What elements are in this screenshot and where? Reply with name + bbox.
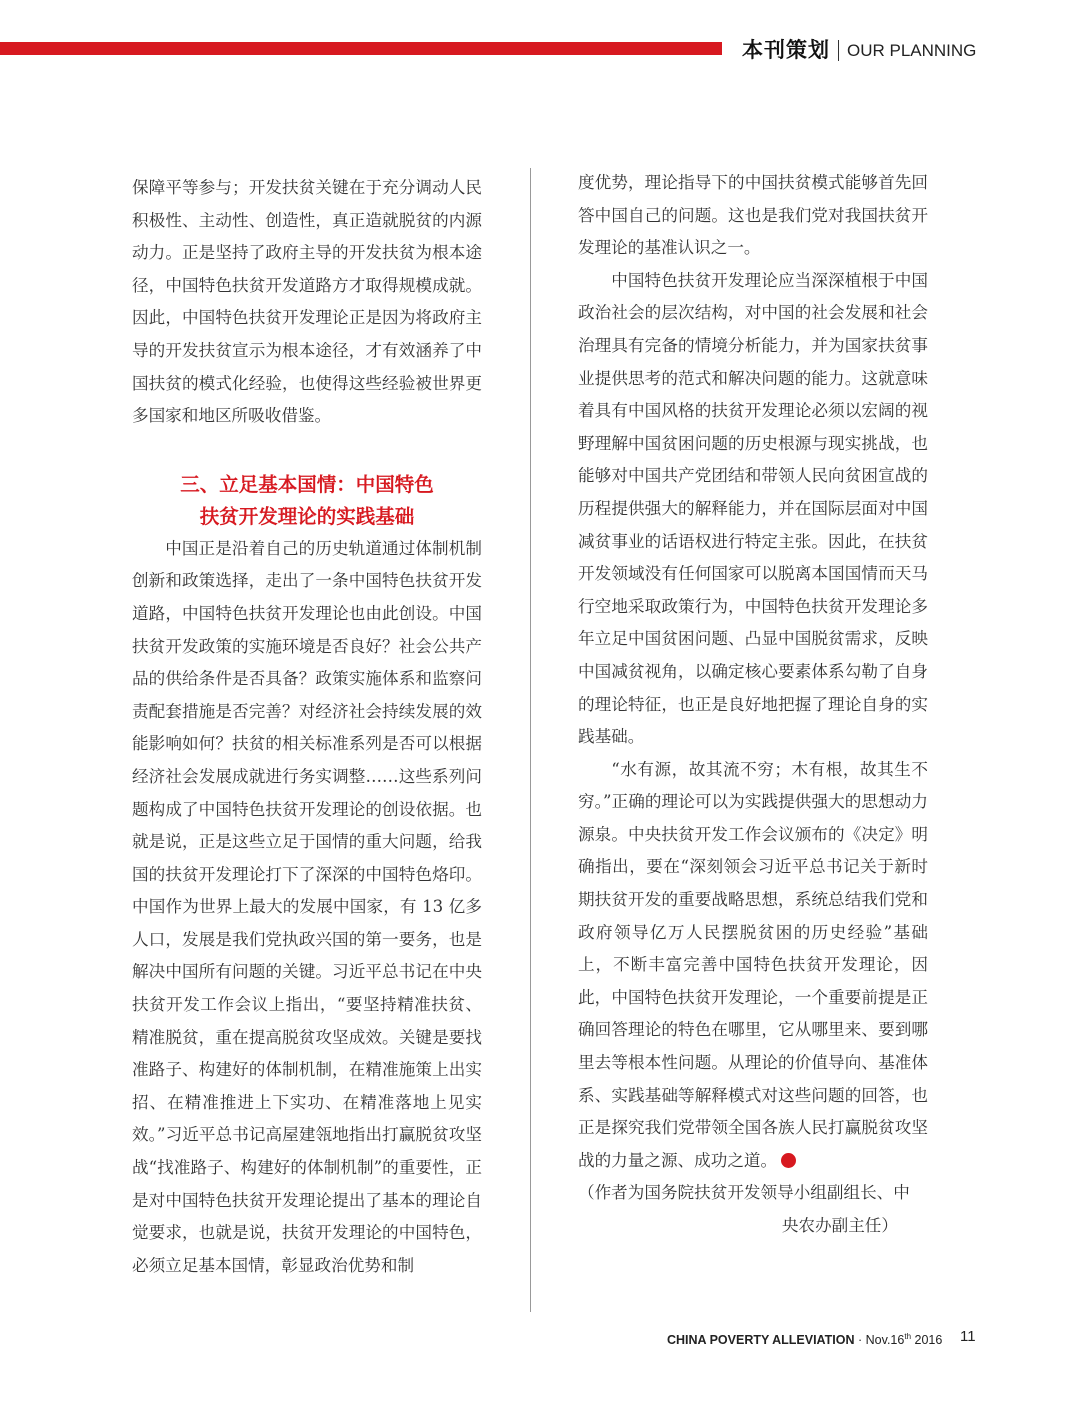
paragraph: 度优势，理论指导下的中国扶贫模式能够首先回答中国自己的问题。这也是我们党对我国扶贫开发理论的基准认识之一。 xyxy=(578,173,928,258)
author-note: 央农办副主任） xyxy=(781,1216,898,1235)
column-divider xyxy=(530,168,531,1312)
issue-date-suffix: th xyxy=(904,1332,912,1341)
right-column xyxy=(578,167,928,1243)
heading-line: 扶贫开发理论的实践基础 xyxy=(199,504,415,528)
paragraph: 中国特色扶贫开发理论应当深深植根于中国政治社会的层次结构，对中国的社会发展和社会治理具有完备的情境分析能力，并为国家扶贫事业提供思考的范式和解决问题的能力。这就意味着具有中国风格的扶贫开发理论必须以宏阔的视野理解中国贫困问题的历史根源与现实挑战，也能够对中国共产党团结和带领人民向贫困宣战的历程提供强大的解释能力，并在国际层面对中国减贫事业的话语权进行特定主张。因此，在扶贫开发领域没有任何国家可以脱离本国国情而天马行空地采取政策行为，中国特色扶贫开发理论多年立足中国贫困问题、凸显中国脱贫需求，反映中国减贫视角，以确定核心要素体系勾勒了自身的理论特征，也正是良好地把握了理论自身的实践基础。 xyxy=(578,270,928,747)
paragraph: 保障平等参与；开发扶贫关键在于充分调动人民积极性、主动性、创造性，真正造就脱贫的内源动力。正是坚持了政府主导的开发扶贫为根本途径，中国特色扶贫开发道路方才取得规模成就。因此，中国特色扶贫开发理论正是因为将政府主导的开发扶贫宣示为根本途径，才有效涵养了中国扶贫的模式化经验，也使得这些经验被世界更多国家和地区所吸收借鉴。 xyxy=(132,178,482,426)
paragraph-last xyxy=(578,754,928,1178)
footer-separator: · xyxy=(858,1333,863,1348)
section-title-en: OUR PLANNING xyxy=(847,41,977,60)
header-divider xyxy=(838,40,839,61)
section-heading xyxy=(132,469,482,533)
footer-magazine xyxy=(667,1328,942,1349)
heading-line: 三、立足基本国情：中国特色 xyxy=(180,472,434,496)
paragraph: 中国正是沿着自己的历史轨道通过体制机制创新和政策选择，走出了一条中国特色扶贫开发道路，中国特色扶贫开发理论也由此创设。中国扶贫开发政策的实施环境是否良好？社会公共产品的供给条件是否具备？政策实施体系和监察问责配套措施是否完善？对经济社会持续发展的效能影响如何？扶贫的相关标准系列是否可以根据经济社会发展成就进行务实调整……这些系列问题构成了中国特色扶贫开发理论的创设依据。也就是说，正是这些立足于国情的重大问题，给我国的扶贫开发理论打下了深深的中国特色烙印。中国作为世界上最大的发展中国家，有 13 亿多人口，发展是我们党执政兴国的第一要务，也是解决中国所有问题的关键。习近平总书记在中央扶贫开发工作会议上指出，“要坚持精准扶贫、精准脱贫，重在提高脱贫攻坚成效。关键是要找准路子、构建好的体制机制，在精准施策上出实招、在精准推进上下实功、在精准落地上见实效。”习近平总书记高屋建瓴地指出打赢脱贫攻坚战“找准路子、构建好的体制机制”的重要性，正是对中国特色扶贫开发理论提出了基本的理论自觉要求，也就是说，扶贫开发理论的中国特色，必须立足基本国情，彰显政治优势和制 xyxy=(132,538,482,1275)
header-red-bar xyxy=(0,42,722,55)
issue-year: 2016 xyxy=(914,1333,943,1348)
author-note: （作者为国务院扶贫开发领导小组副组长、中 xyxy=(578,1183,910,1203)
paragraph-text: “水有源，故其流不穷；木有根，故其生不穷。”正确的理论可以为实践提供强大的思想动力源泉。中央扶贫开发工作会议颁布的《决定》明确指出，要在“深刻领会习近平总书记关于新时期扶贫开发的重要战略思想，系统总结我们党和政府领导亿万人民摆脱贫困的历史经验”基础上，不断丰富完善中国特色扶贫开发理论，因此，中国特色扶贫开发理论，一个重要前提是正确回答理论的特色在哪里，它从哪里来、要到哪里去等根本性问题。从理论的价值导向、基准体系、实践基础等解释模式对这些问题的回答，也正是探究我们党带领全国各族人民打赢脱贫攻坚战的力量之源、成功之道。 xyxy=(578,759,928,1170)
left-column xyxy=(132,172,482,1282)
issue-date: Nov.16 xyxy=(865,1333,905,1348)
section-title: 本刊策划 xyxy=(742,38,830,62)
page-number: 11 xyxy=(960,1328,976,1345)
magazine-name: CHINA POVERTY ALLEVIATION xyxy=(667,1333,855,1348)
end-mark-icon xyxy=(781,1153,796,1168)
